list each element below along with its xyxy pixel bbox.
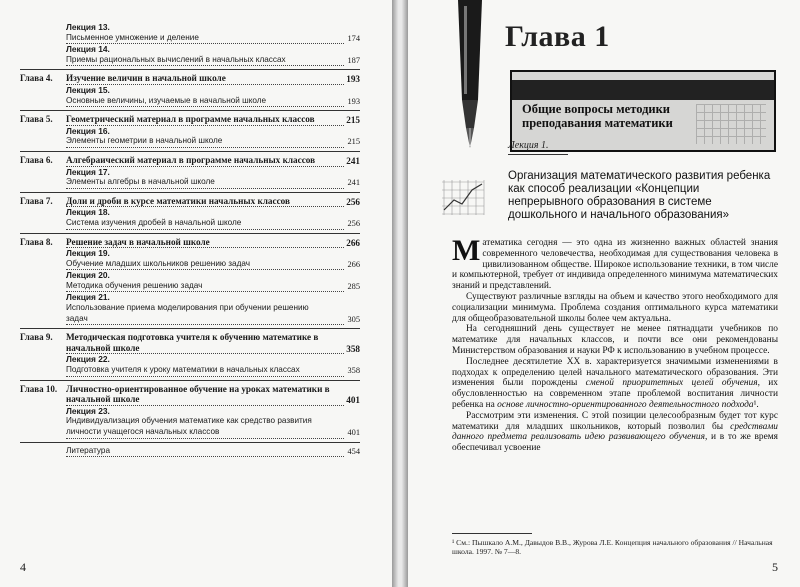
toc-page-number: 187 xyxy=(347,55,360,65)
toc-page-number: 241 xyxy=(346,155,360,166)
toc-separator xyxy=(20,328,360,329)
toc-page-number: 266 xyxy=(346,237,360,248)
toc-separator xyxy=(20,380,360,381)
toc-chapter-number: Глава 7. xyxy=(20,195,53,206)
left-page xyxy=(0,0,392,587)
toc-title: Подготовка учителя к уроку математики в начальных классах xyxy=(66,365,360,377)
toc-entry-row[interactable] xyxy=(20,177,360,189)
toc-lecture-row[interactable] xyxy=(20,270,360,281)
toc-title: Изучение величин в начальной школе xyxy=(66,73,360,85)
banner-line-2: преподавания математики xyxy=(522,116,673,130)
toc-lecture-row[interactable] xyxy=(20,354,360,365)
toc-chapter-row[interactable] xyxy=(20,155,360,167)
toc-page-number: 266 xyxy=(347,259,360,269)
toc-title: Лекция 14. xyxy=(66,44,110,55)
toc-title: Методическая подготовка учителя к обучению математике в начальной школе xyxy=(66,332,360,354)
toc-entry-row[interactable] xyxy=(20,303,360,325)
toc-title: Решение задач в начальной школе xyxy=(66,237,360,249)
chapter-banner xyxy=(510,70,776,152)
toc-entry-row[interactable] xyxy=(20,136,360,148)
toc-entry-row[interactable] xyxy=(20,55,360,67)
toc-chapter-number: Глава 9. xyxy=(20,332,53,343)
toc-chapter-number: Глава 6. xyxy=(20,154,53,165)
toc-entry-row[interactable] xyxy=(20,446,360,458)
toc-page-number: 285 xyxy=(347,281,360,291)
toc-entry-row[interactable] xyxy=(20,218,360,230)
toc-title: Лекция 23. xyxy=(66,405,110,416)
paragraph-4: Последнее десятилетие XX в. характеризуется значимыми изменениями в подходах к определению целей начального математического образования. Эти изменения были порождены сменой приоритетных целей обучения, их обусловленностью на современном этапе проблемой воспитания личности ребенка на основе личностно-ориентированного деятельностного подхода¹. xyxy=(452,356,778,410)
lecture-rule xyxy=(508,154,568,155)
left-page-number: 4 xyxy=(20,560,26,574)
toc-title: Лекция 19. xyxy=(66,248,110,259)
toc-page-number: 174 xyxy=(347,33,360,43)
toc-separator xyxy=(20,233,360,234)
toc-lecture-row[interactable] xyxy=(20,44,360,55)
toc-title: Обучение младших школьников решению задач xyxy=(66,259,360,271)
toc-title: Геометрический материал в программе начальных классов xyxy=(66,114,360,126)
toc-lecture-row[interactable] xyxy=(20,248,360,259)
toc-separator xyxy=(20,192,360,193)
toc-chapter-number: Глава 8. xyxy=(20,236,53,247)
toc-title: Приемы рациональных вычислений в начальных классах xyxy=(66,55,360,67)
toc-separator xyxy=(20,110,360,111)
toc-chapter-row[interactable] xyxy=(20,196,360,208)
toc-chapter-row[interactable] xyxy=(20,237,360,249)
toc-page-number: 193 xyxy=(346,74,360,85)
toc-page-number: 193 xyxy=(347,96,360,106)
toc-chapter-row[interactable] xyxy=(20,73,360,85)
toc-separator xyxy=(20,69,360,70)
toc-title: Использование приема моделирования при обучении решению задач xyxy=(66,303,360,325)
lecture-heading: Организация математического развития ребенка как способ реализации «Концепции непрерывного образования в системе дошкольного и начального образования» xyxy=(508,170,771,221)
toc-chapter-row[interactable] xyxy=(20,332,360,354)
toc-lecture-row[interactable] xyxy=(20,292,360,303)
toc-page-number: 256 xyxy=(346,196,360,207)
toc-entry-row[interactable] xyxy=(20,96,360,108)
lecture-label: Лекция 1. xyxy=(508,140,549,151)
toc-chapter-number: Глава 5. xyxy=(20,114,53,125)
toc-title: Элементы алгебры в начальной школе xyxy=(66,177,360,189)
toc-entry-row[interactable] xyxy=(20,416,360,438)
toc-page-number: 215 xyxy=(347,137,360,147)
toc-title: Методика обучения решению задач xyxy=(66,281,360,293)
table-of-contents xyxy=(20,22,360,457)
toc-title: Лекция 16. xyxy=(66,125,110,136)
toc-lecture-row[interactable] xyxy=(20,167,360,178)
paragraph-2: Существуют различные взгляды на объем и качество этого необходимого для социализации минимума. Проблема создания оптимального курса математики для общеобразовательной школы более чем актуальна. xyxy=(452,291,778,324)
toc-page-number: 401 xyxy=(347,428,360,437)
toc-title: Лекция 17. xyxy=(66,166,110,177)
toc-page-number: 305 xyxy=(347,314,360,324)
toc-chapter-number: Глава 10. xyxy=(20,383,58,394)
banner-grid-pattern xyxy=(696,104,766,144)
book-gutter xyxy=(392,0,408,587)
footnote-rule xyxy=(452,533,532,534)
toc-title: Лекция 22. xyxy=(66,354,110,365)
banner-dark-strip xyxy=(512,80,774,100)
toc-title: Индивидуализация обучения математике как средство развития личности учащегося начальных классов xyxy=(66,416,360,438)
toc-title: Лекция 15. xyxy=(66,84,110,95)
toc-entry-row[interactable] xyxy=(20,365,360,377)
toc-chapter-row[interactable] xyxy=(20,384,360,406)
banner-line-1: Общие вопросы методики xyxy=(522,102,671,116)
toc-title: Доли и дроби в курсе математики начальных классов xyxy=(66,196,360,208)
drop-cap: М xyxy=(452,234,481,267)
fountain-pen-icon xyxy=(440,0,500,150)
toc-title: Основные величины, изучаемые в начальной школе xyxy=(66,96,360,108)
toc-title: Алгебраический материал в программе начальных классов xyxy=(66,155,360,167)
toc-title: Элементы геометрии в начальной школе xyxy=(66,136,360,148)
paragraph-5: Рассмотрим эти изменения. С этой позиции целесообразным будет тот курс математики для младших школьников, который позволил бы средствами данного предмета реализовать идею развивающего обучения, и в то же время обеспечивал усвоение xyxy=(452,410,778,454)
footnote: ¹ См.: Пышкало А.М., Давыдов В.В., Журова Л.Е. Концепция начального образования // Начальная школа. 1997. № 7—8. xyxy=(452,538,773,556)
toc-page-number: 454 xyxy=(347,446,360,456)
right-page-number: 5 xyxy=(772,560,778,574)
paragraph-1: Математика сегодня — это одна из жизненно важных областей знания современного человечества, необходимая для существования человека в цивилизованном обществе. Широкое использование техники, в том числе и компьютерной, требует от индивида определенного минимума математических знаний и представлений. xyxy=(452,234,778,292)
toc-entry-row[interactable] xyxy=(20,259,360,271)
toc-lecture-row[interactable] xyxy=(20,126,360,137)
toc-title: Лекция 18. xyxy=(66,207,110,218)
toc-separator xyxy=(20,442,360,443)
toc-title: Лекция 21. xyxy=(66,292,110,303)
toc-lecture-row[interactable] xyxy=(20,207,360,218)
toc-title: Письменное умножение и деление xyxy=(66,33,360,45)
toc-chapter-row[interactable] xyxy=(20,114,360,126)
paragraph-3: На сегодняшний день существует не менее пятнадцати учебников по математике для начальных классов, и почти все они рекомендованы Министерством образования и науки РФ к использованию в учебном процессе. xyxy=(452,324,778,356)
chapter-title: Глава 1 xyxy=(505,20,610,53)
toc-lecture-row[interactable] xyxy=(20,22,360,33)
toc-title: Литература xyxy=(66,446,360,458)
toc-page-number: 256 xyxy=(347,218,360,228)
toc-title: Лекция 20. xyxy=(66,270,110,281)
banner-text xyxy=(522,102,673,130)
toc-chapter-number: Глава 4. xyxy=(20,73,53,84)
toc-page-number: 241 xyxy=(347,178,360,188)
toc-title: Система изучения дробей в начальной школе xyxy=(66,218,360,230)
toc-page-number: 358 xyxy=(347,366,360,376)
toc-title: Лекция 13. xyxy=(66,22,110,32)
toc-page-number: 401 xyxy=(346,395,360,406)
toc-page-number: 358 xyxy=(346,343,360,354)
toc-separator xyxy=(20,151,360,152)
toc-lecture-row[interactable] xyxy=(20,406,360,417)
grid-chart-icon xyxy=(440,178,486,216)
toc-lecture-row[interactable] xyxy=(20,85,360,96)
toc-page-number: 215 xyxy=(346,115,360,126)
toc-entry-row[interactable] xyxy=(20,33,360,45)
toc-title: Личностно-ориентированное обучение на уроках математики в начальной школе xyxy=(66,384,360,406)
toc-entry-row[interactable] xyxy=(20,281,360,293)
chapter-body-text xyxy=(452,234,778,454)
